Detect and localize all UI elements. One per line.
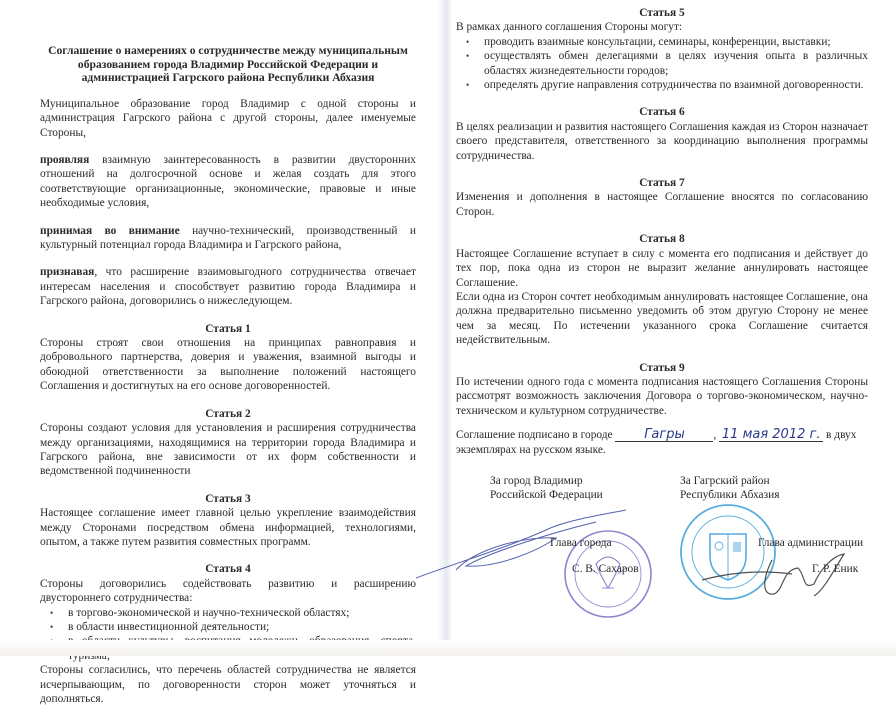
signing-prefix: Соглашение подписано в городе — [456, 429, 613, 442]
article-4-heading: Статья 4 — [205, 563, 251, 576]
list-item: • в торгово-экономической и научно-технической областях; — [68, 606, 416, 620]
clause-2-bold: принимая во внимание — [40, 224, 180, 237]
scan-bottom-edge — [0, 640, 896, 656]
preamble-clause-3 — [40, 265, 416, 308]
preamble-clause-1 — [40, 153, 416, 211]
article-8-text-2: Если одна из Сторон сочтет необходимым аннулировать настоящее Соглашение, она должна предварительно письменно уведомить об этом другую Сторону не менее чем за месяц. По истечении указанного срока Соглашение считается недействительным. — [456, 290, 868, 347]
article-8-heading: Статья 8 — [639, 233, 685, 246]
right-column — [456, 4, 868, 457]
signature-enik — [702, 550, 852, 604]
article-3-text: Настоящее соглашение имеет главной целью укрепление взаимодействия между Сторонами посредством обмена информацией, технологиями, опытом, а также путем развития совместных программ. — [40, 507, 416, 548]
article-7-text: Изменения и дополнения в настоящее Соглашение вносятся по согласованию Сторон. — [456, 191, 868, 218]
article-2-heading: Статья 2 — [205, 407, 251, 420]
clause-1-bold: проявляя — [40, 154, 90, 166]
article-9-text: По истечении одного года с момента подписания настоящего Соглашения Стороны рассмотрят возможность заключения Договора о торгово-экономическом, научно-техническом и культурном сотрудничестве. — [456, 375, 868, 417]
list-item: • в области инвестиционной деятельности; — [68, 620, 416, 634]
signing-city: Гагры — [615, 428, 713, 442]
document-title: Соглашение о намерениях о сотрудничестве между муниципальным образованием города Владимир Российской Федерации и администрацией Гагрского района Республики Абхазия — [48, 44, 408, 85]
left-page — [0, 0, 440, 705]
article-4-text: Стороны договорились содействовать развитию и расширению двустороннего сотрудничества: — [40, 577, 416, 605]
clause-3-text: , что расширение взаимовыгодного сотрудничества отвечает интересам населения и способствует развитию города Владимира и Гагрского района, договорились о нижеследующем. — [40, 266, 416, 308]
signing-comma: , — [713, 429, 717, 442]
party-right — [680, 474, 779, 503]
article-3-heading: Статья 3 — [205, 492, 251, 505]
party-left — [490, 474, 603, 503]
right-page — [452, 0, 896, 656]
party-right-role: Глава администрации — [758, 537, 864, 549]
article-6-heading: Статья 6 — [639, 106, 685, 119]
signing-statement — [456, 428, 868, 457]
list-item: • осуществлять обмен делегациями в целях изучения опыта в различных областях жизнедеятельности городов; — [484, 49, 868, 78]
article-6-text: В целях реализации и развития настоящего Соглашения каждая из Сторон назначает своего представителя, ответственного за координацию выполнения программы сотрудничества. — [456, 120, 868, 162]
party-right-name: Г. Р. Еник — [812, 563, 859, 575]
party-left-role: Глава города — [550, 537, 612, 549]
party-right-line-1: За Гагрский район — [680, 475, 770, 487]
article-7-heading: Статья 7 — [639, 177, 685, 190]
party-left-name: С. В. Сахаров — [572, 563, 639, 575]
article-4-after: Стороны согласились, что перечень областей сотрудничества не является исчерпывающим, по договоренности сторон может уточняться и дополняться. — [40, 664, 416, 705]
signing-line-2: экземплярах на русском языке. — [456, 443, 606, 456]
article-5-heading: Статья 5 — [639, 7, 685, 19]
party-left-line-1: За город Владимир — [490, 475, 583, 487]
article-1-heading: Статья 1 — [205, 322, 251, 335]
article-1-text: Стороны строят свои отношения на принципах равноправия и добровольного партнерства, доверия и уважения, взаимной выгоды и обоюдной ответственности за выполнение положений настоящего Соглашения и достигнутых на его основе договоренностей. — [40, 337, 416, 393]
clause-2-text: научно-технический, производственный и культурный потенциал города Владимира и Гагрского района, — [40, 224, 416, 252]
signing-date: 11 мая 2012 г. — [719, 428, 823, 442]
signing-suffix: в двух — [826, 429, 857, 442]
party-right-line-2: Республики Абхазия — [680, 489, 780, 502]
article-5-text: В рамках данного соглашения Стороны могут: — [456, 21, 683, 34]
article-8-text: Настоящее Соглашение вступает в силу с момента его подписания и действует до тех пор, пока одна из сторон не выразит желание аннулировать настоящее Соглашение. — [456, 247, 868, 289]
clause-1-text: взаимную заинтересованность в развитии двусторонних отношений на долгосрочной основе и желая создать для этого соответствующие организационные, экономические, правовые и иные необходимые условия, — [40, 154, 416, 210]
clause-3-bold: признавая — [40, 266, 95, 279]
article-5-list — [456, 35, 868, 93]
preamble-clause-2 — [40, 224, 416, 253]
article-9-heading: Статья 9 — [639, 361, 685, 374]
list-item: • определять другие направления сотрудничества по взаимной договоренности. — [484, 78, 868, 92]
list-item: • проводить взаимные консультации, семинары, конференции, выставки; — [484, 35, 868, 49]
left-column — [40, 44, 416, 706]
article-2-text: Стороны создают условия для установления и расширения сотрудничества между организациями, находящимися на территории города Владимира и Гагрского района, вне зависимости от их форм собственности и ведомственной подчиненности — [40, 422, 416, 478]
party-left-line-2: Российской Федерации — [490, 489, 603, 502]
intro-paragraph: Муниципальное образование город Владимир с одной стороны и администрация Гагрского района с другой стороны, далее именуемые Стороны, — [40, 97, 416, 139]
